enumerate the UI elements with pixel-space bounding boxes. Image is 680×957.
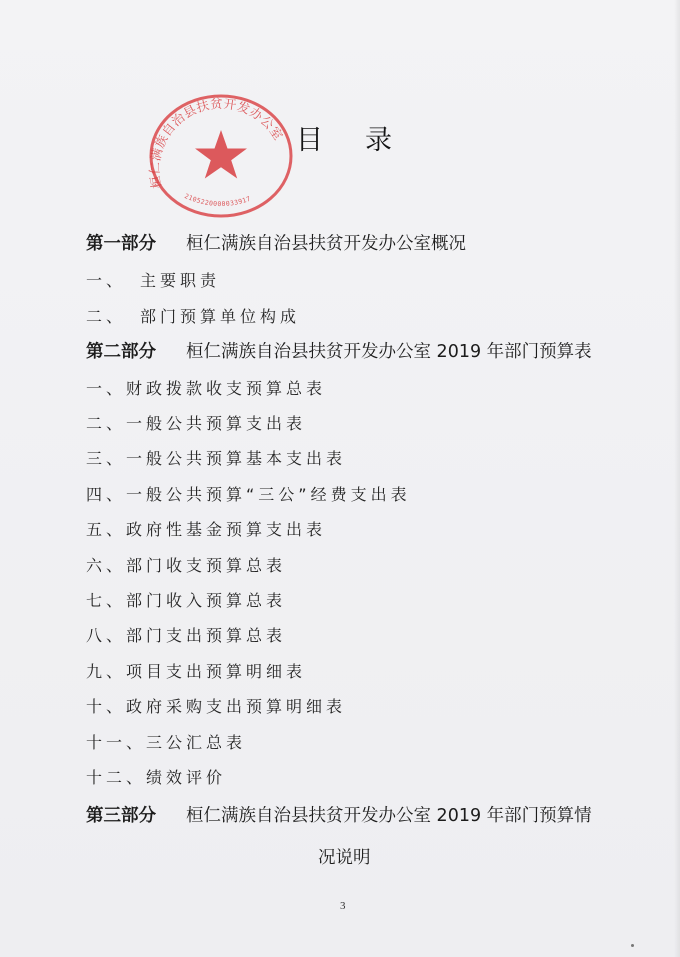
toc-item [86, 416, 306, 432]
toc-item-number: 一、 [86, 379, 127, 398]
toc-item-label: 一般公共预算“三公”经费支出表 [126, 485, 411, 504]
part-2-heading [86, 344, 592, 362]
toc-item-label: 项目支出预算明细表 [126, 662, 307, 681]
toc-item [86, 770, 226, 786]
toc-item-label: 一般公共预算基本支出表 [126, 449, 347, 468]
toc-item-number: 四、 [86, 485, 127, 504]
part-1-heading [86, 236, 466, 254]
toc-item [86, 558, 286, 574]
toc-item [86, 522, 326, 538]
part-1-label: 第一部分 [86, 234, 156, 254]
toc-item [86, 487, 411, 503]
toc-item [86, 309, 300, 325]
toc-item [86, 593, 286, 609]
toc-item-number: 八、 [86, 626, 127, 645]
toc-item-number: 六、 [86, 556, 127, 575]
toc-item-number: 二、 [86, 307, 127, 326]
part-3-label: 第三部分 [86, 806, 156, 826]
toc-item-label: 主要职责 [140, 271, 221, 290]
seal-name: 桓仁满族自治县扶贫开发办公室 [146, 95, 287, 190]
toc-item [86, 664, 306, 680]
part-2-label: 第二部分 [86, 342, 156, 362]
part-1-name: 桓仁满族自治县扶贫开发办公室概况 [186, 234, 466, 254]
toc-item-number: 九、 [86, 662, 127, 681]
part-3-heading [86, 808, 592, 826]
page-number: 3 [340, 900, 346, 912]
toc-item-number: 三、 [86, 449, 127, 468]
toc-item-number: 七、 [86, 591, 127, 610]
toc-item-number: 二、 [86, 414, 127, 433]
toc-item-label: 政府性基金预算支出表 [126, 520, 327, 539]
page-title: 目录 [296, 125, 434, 156]
seal-code: 2105220000033917 [183, 191, 252, 209]
toc-item-label: 一般公共预算支出表 [126, 414, 307, 433]
official-seal [143, 92, 299, 218]
toc-item-label: 部门收入预算总表 [126, 591, 287, 610]
toc-item-label: 部门支出预算总表 [126, 626, 287, 645]
part-3-name-continuation: 况说明 [318, 848, 371, 868]
scan-speck [631, 944, 634, 947]
toc-item-number: 十、 [86, 697, 127, 716]
toc-item-label: 三公汇总表 [146, 733, 247, 752]
page-edge-shadow [674, 0, 680, 957]
toc-item-label: 政府采购支出预算明细表 [126, 697, 347, 716]
toc-item [86, 735, 246, 751]
toc-item [86, 628, 286, 644]
toc-item-number: 十一、 [86, 733, 147, 752]
toc-item [86, 381, 326, 397]
part-3-name: 桓仁满族自治县扶贫开发办公室 2019 年部门预算情 [186, 806, 592, 826]
star-icon [195, 130, 247, 179]
toc-item [86, 699, 346, 715]
part-2-name: 桓仁满族自治县扶贫开发办公室 2019 年部门预算表 [186, 342, 592, 362]
toc-item-label: 绩效评价 [146, 768, 227, 787]
toc-item-number: 十二、 [86, 768, 147, 787]
toc-item [86, 273, 220, 289]
svg-text:2105220000033917 [183, 192, 252, 208]
toc-item [86, 451, 346, 467]
toc-item-label: 部门收支预算总表 [126, 556, 287, 575]
toc-item-number: 一、 [86, 271, 127, 290]
toc-item-label: 部门预算单位构成 [140, 307, 301, 326]
toc-item-label: 财政拨款收支预算总表 [126, 379, 327, 398]
toc-item-number: 五、 [86, 520, 127, 539]
